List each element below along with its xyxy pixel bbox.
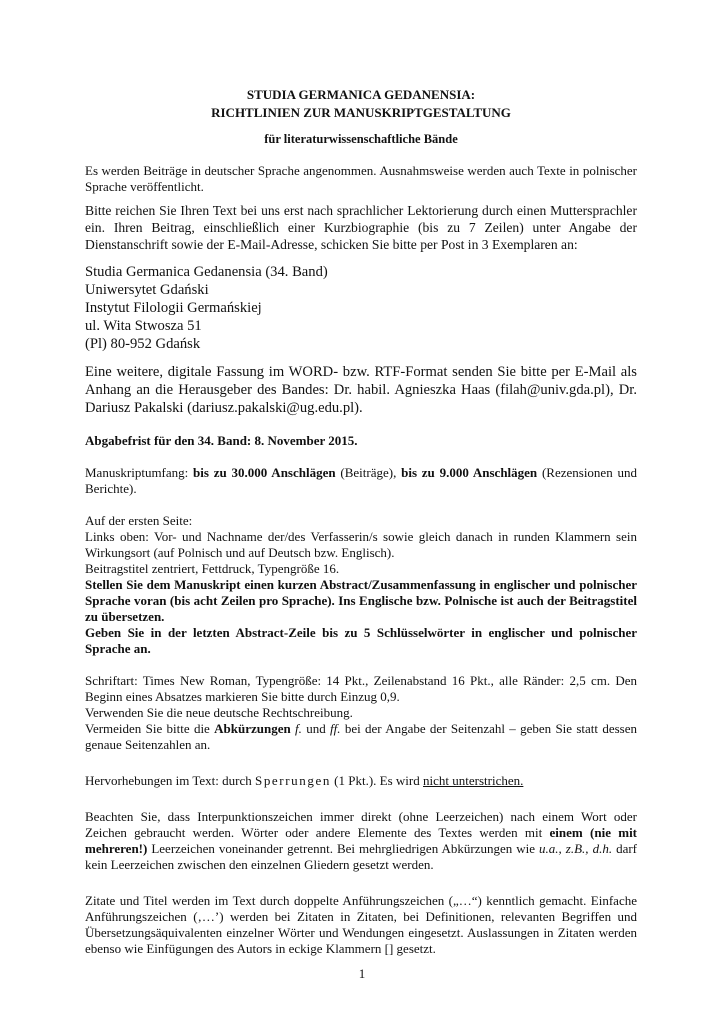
punct-bold: einem (nie mit mehreren!)	[85, 825, 638, 856]
intro-paragraph-2: Bitte reichen Sie Ihren Text bei uns erst nach sprachlicher Lektorierung durch einen Muttersprachler ein. Ihren Beitrag, einschließlich einer Kurzbiographie (bis zu 7 Zeilen) unter Angabe der Dienstanschrift sowie der E-Mail-Adresse, schicken Sie bitte per Post in 3 Exemplaren an:	[85, 203, 637, 252]
emphasis-text-a: Hervorhebungen im Text: durch	[85, 773, 255, 788]
first-page-keywords-instruction: Geben Sie in der letzten Abstract-Zeile bis zu 5 Schlüsselwörter in englischer und polnischer Sprache an.	[85, 625, 637, 656]
length-reviews-note: (Rezensionen und Berichte).	[85, 465, 637, 496]
address-line: Instytut Filologii Germańskiej	[85, 300, 262, 316]
manuscript-length	[85, 465, 637, 497]
postal-address	[85, 263, 637, 353]
title-line-2: RICHTLINIEN ZUR MANUSKRIPTGESTALTUNG	[211, 105, 511, 120]
format-abbreviations	[85, 721, 637, 753]
length-articles: bis zu 30.000 Anschlägen	[193, 465, 336, 480]
first-page-author-line: Links oben: Vor- und Nachname der/des Verfasserin/s sowie gleich danach in runden Klammern sein Wirkungsort (auf Polnisch und auf Deutsch bzw. Englisch).	[85, 529, 637, 560]
format-section	[85, 673, 637, 753]
first-page-heading: Auf der ersten Seite:	[85, 513, 193, 528]
punctuation-paragraph	[85, 809, 637, 873]
length-articles-note: (Beiträge),	[335, 465, 402, 480]
punct-text-a: Beachten Sie, dass Interpunktionszeichen immer direkt (ohne Leerzeichen) nach einem Wort oder Zeichen gebraucht werden. Wörter oder andere Elemente des Textes werden mit	[85, 809, 637, 840]
abbrev-text-b: bei der Angabe der Seitenzahl – geben Sie statt dessen genaue Seitenzahlen an.	[85, 721, 637, 752]
address-line: Uniwersytet Gdański	[85, 282, 209, 298]
intro-paragraph-1: Es werden Beiträge in deutscher Sprache angenommen. Ausnahmsweise werden auch Texte in polnischer Sprache veröffentlicht.	[85, 163, 637, 194]
document-body	[85, 87, 637, 957]
abbrev-bold: Abkürzungen	[214, 721, 291, 736]
format-font-spec: Schriftart: Times New Roman, Typengröße: 14 Pkt., Zeilenabstand 16 Pkt., alle Ränder: 2,5 cm. Den Beginn eines Absatzes markieren Sie bitte durch Einzug 0,9.	[85, 673, 637, 704]
quotation-paragraph: Zitate und Titel werden im Text durch doppelte Anführungszeichen („…“) kenntlich gemacht. Einfache Anführungszeichen (‚…’) werden bei Zitaten in Zitaten, bei Definitionen, relevanten Begriffen und Übersetzungsäquivalenten einzelner Wörter und Wendungen eingesetzt. Auslassungen in Zitaten werden ebenso wie Einfügungen des Autors in eckige Klammern [] gesetzt.	[85, 893, 637, 956]
punct-text-b: Leerzeichen voneinander getrennt. Bei mehrgliedrigen Abkürzungen wie	[147, 841, 540, 856]
first-page-title-format: Beitragstitel zentriert, Fettdruck, Typengröße 16.	[85, 561, 340, 576]
abbrev-ff: ff.	[330, 721, 341, 736]
page-number: 1	[358, 966, 366, 981]
punct-text-c: darf kein Leerzeichen zwischen den einzelnen Gliedern gesetzt werden.	[85, 841, 638, 872]
subtitle: für literaturwissenschaftliche Bände	[264, 132, 458, 146]
address-line: (Pl) 80-952 Gdańsk	[85, 336, 201, 352]
punct-italic: u.a., z.B., d.h.	[539, 841, 613, 856]
emphasis-paragraph	[85, 773, 637, 789]
emphasis-underlined: nicht unterstrichen.	[423, 773, 524, 788]
first-page-section	[85, 513, 637, 657]
abbrev-und: und	[301, 721, 331, 736]
abbrev-text-a: Vermeiden Sie bitte die	[85, 721, 215, 736]
deadline: Abgabefrist für den 34. Band: 8. November 2015.	[85, 433, 358, 448]
length-reviews: bis zu 9.000 Anschlägen	[401, 465, 538, 480]
format-spelling: Verwenden Sie die neue deutsche Rechtschreibung.	[85, 705, 353, 720]
digital-submission-paragraph: Eine weitere, digitale Fassung im WORD- bzw. RTF-Format senden Sie bitte per E-Mail als Anhang an die Herausgeber des Bandes: Dr. habil. Agnieszka Haas (filah@univ.gda.pl), Dr. Dariusz Pakalski (dariusz.pakalski@ug.edu.pl).	[85, 364, 637, 416]
length-label: Manuskriptumfang:	[85, 465, 194, 480]
first-page-abstract-instruction: Stellen Sie dem Manuskript einen kurzen Abstract/Zusammenfassung in englischer und polnischer Sprache voran (bis acht Zeilen pro Sprache). Ins Englische bzw. Polnische ist auch der Beitragstitel zu übersetzen.	[85, 577, 637, 624]
address-line: Studia Germanica Gedanensia (34. Band)	[85, 264, 328, 280]
emphasis-text-b: (1 Pkt.). Es wird	[330, 773, 424, 788]
address-line: ul. Wita Stwosza 51	[85, 318, 202, 334]
title-line-1: STUDIA GERMANICA GEDANENSIA:	[246, 87, 476, 102]
emphasis-spaced-word: Sperrungen	[254, 773, 331, 788]
abbrev-f: f.	[295, 721, 302, 736]
